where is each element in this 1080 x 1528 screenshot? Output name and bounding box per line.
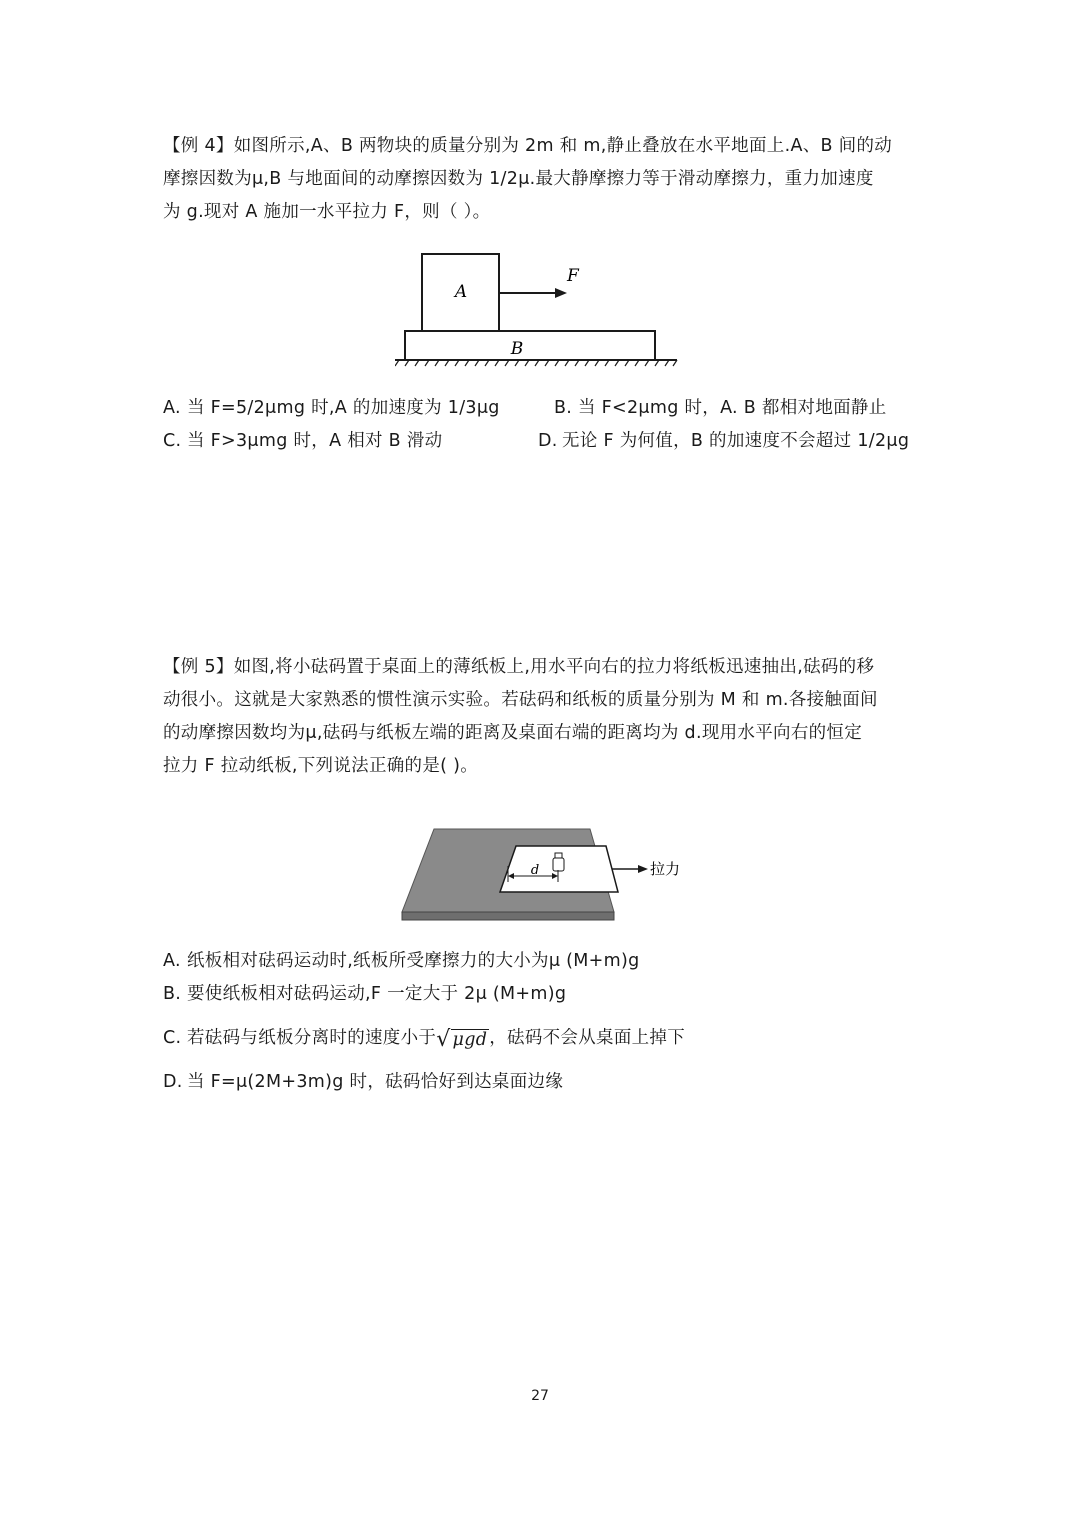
block-b: [405, 331, 655, 360]
example-4-figure: [395, 245, 685, 375]
example-4-line-1: 【例 4】如图所示,A、B 两物块的质量分别为 2m 和 m,静止叠放在水平地面上.A、B 间的动: [163, 136, 893, 156]
force-label: F: [567, 266, 579, 286]
block-a-label: A: [454, 282, 468, 302]
option-text: 当 F<2μmg 时，A. B 都相对地面静止: [578, 398, 887, 418]
example-5-option-a: [163, 949, 640, 973]
example-5-option-c: [163, 1026, 685, 1050]
option-letter: D.: [163, 1072, 183, 1092]
option-letter: C.: [163, 431, 182, 451]
table-edge: [402, 912, 614, 920]
sqrt-argument: μgd: [452, 1030, 488, 1050]
example-5-line-4: 拉力 F 拉动纸板,下列说法正确的是( )。: [163, 756, 479, 776]
example-4-option-d: [538, 429, 909, 453]
example-5-line-1: 【例 5】如图,将小砝码置于桌面上的薄纸板上,用水平向右的拉力将纸板迅速抽出,砝码的移: [163, 657, 875, 677]
example-4-line-3: 为 g.现对 A 施加一水平拉力 F，则（ ）。: [163, 202, 491, 222]
option-text: 当 F>3μmg 时，A 相对 B 滑动: [187, 431, 443, 451]
pull-label: 拉力: [650, 860, 681, 878]
example-5-option-b: [163, 982, 566, 1006]
sqrt-expression: [436, 1029, 489, 1050]
example-4-option-b: [554, 396, 887, 420]
option-letter: B.: [554, 398, 573, 418]
block-b-label: B: [510, 339, 524, 359]
option-text: 无论 F 为何值，B 的加速度不会超过 1/2μg: [562, 431, 910, 451]
option-text: 纸板相对砝码运动时,纸板所受摩擦力的大小为μ (M+m)g: [187, 951, 640, 971]
pull-arrow-head: [638, 865, 648, 873]
example-4-line-2: 摩擦因数为μ,B 与地面间的动摩擦因数为 1/2μ.最大静摩擦力等于滑动摩擦力，重力加速度: [163, 169, 874, 189]
example-4-option-c: [163, 429, 442, 453]
distance-label: d: [530, 863, 540, 878]
option-letter: A.: [163, 951, 181, 971]
weight-icon: [553, 853, 564, 871]
example-5-figure: [398, 826, 698, 926]
option-letter: C.: [163, 1028, 182, 1048]
example-5-option-d: [163, 1070, 563, 1094]
sqrt-icon: √: [436, 1027, 451, 1052]
option-letter: D.: [538, 431, 558, 451]
example-5-line-2: 动很小。这就是大家熟悉的惯性演示实验。若砝码和纸板的质量分别为 M 和 m.各接触面间: [163, 690, 878, 710]
example-5-question: [163, 651, 923, 783]
option-text: 当 F=μ(2M+3m)g 时，砝码恰好到达桌面边缘: [187, 1072, 564, 1092]
option-letter: A.: [163, 398, 181, 418]
option-text: 要使纸板相对砝码运动,F 一定大于 2μ (M+m)g: [187, 984, 567, 1004]
example-5-line-3: 的动摩擦因数均为μ,砝码与纸板左端的距离及桌面右端的距离均为 d.现用水平向右的恒定: [163, 723, 863, 743]
force-arrow-head: [555, 288, 567, 298]
example-4-option-a: [163, 396, 500, 420]
option-letter: B.: [163, 984, 182, 1004]
option-text: 当 F=5/2μmg 时,A 的加速度为 1/3μg: [187, 398, 500, 418]
option-text-after: ，砝码不会从桌面上掉下: [489, 1028, 686, 1048]
option-text-before: 若砝码与纸板分离时的速度小于: [187, 1028, 437, 1048]
page-number: 27: [531, 1388, 549, 1404]
example-4-question: [163, 130, 923, 229]
